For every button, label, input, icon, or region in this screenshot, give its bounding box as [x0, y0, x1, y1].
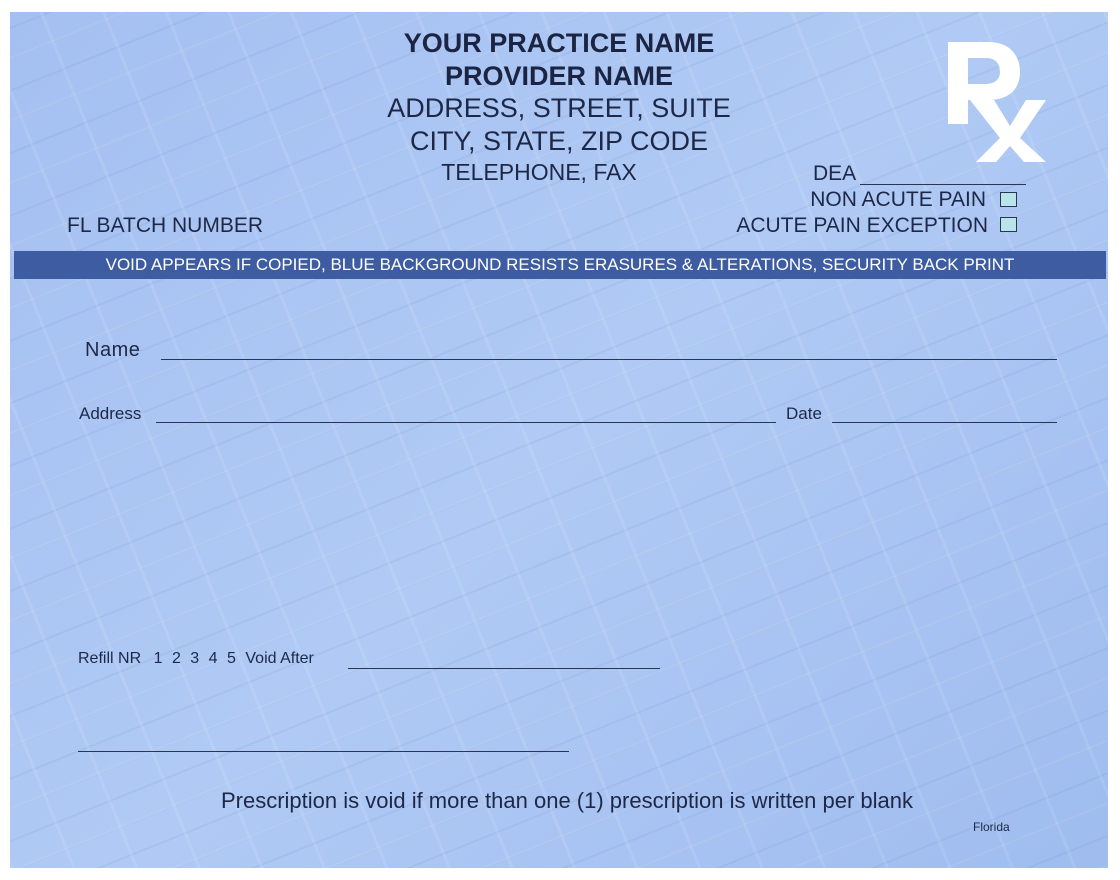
- non-acute-pain-checkbox[interactable]: [1000, 192, 1017, 207]
- signature-field[interactable]: [78, 751, 569, 752]
- void-after-label: Void After: [245, 650, 314, 667]
- acute-pain-exception-checkbox[interactable]: [1000, 217, 1017, 232]
- practice-telephone-fax: TELEPHONE, FAX: [441, 159, 637, 185]
- refill-option-3[interactable]: 3: [190, 650, 200, 667]
- dea-number-field[interactable]: [860, 184, 1026, 185]
- refill-option-2[interactable]: 2: [171, 650, 181, 667]
- address-label: Address: [79, 404, 142, 423]
- security-banner: VOID APPEARS IF COPIED, BLUE BACKGROUND RESISTS ERASURES & ALTERATIONS, SECURITY BACK PRINT: [14, 251, 1106, 279]
- refill-label: Refill NR: [78, 650, 142, 667]
- refill-option-4[interactable]: 4: [208, 650, 218, 667]
- dea-label: DEA: [813, 162, 857, 185]
- fl-batch-number-label: FL BATCH NUMBER: [67, 214, 264, 237]
- name-field[interactable]: [161, 359, 1057, 360]
- address-field[interactable]: [156, 422, 776, 423]
- void-after-field[interactable]: [348, 668, 660, 669]
- name-label: Name: [85, 339, 141, 361]
- practice-city-state-zip: CITY, STATE, ZIP CODE: [409, 126, 709, 156]
- provider-name: PROVIDER NAME: [444, 61, 674, 91]
- date-field[interactable]: [832, 422, 1057, 423]
- practice-address: ADDRESS, STREET, SUITE: [387, 93, 731, 123]
- acute-pain-exception-label: ACUTE PAIN EXCEPTION: [736, 214, 988, 237]
- prescription-pad: [10, 12, 1108, 868]
- void-notice: Prescription is void if more than one (1) prescription is written per blank: [220, 788, 914, 813]
- refill-option-5[interactable]: 5: [227, 650, 236, 667]
- refill-row: [78, 650, 322, 668]
- non-acute-pain-label: NON ACUTE PAIN: [810, 188, 986, 211]
- state-label: Florida: [973, 820, 1010, 834]
- rx-symbol-icon: [940, 34, 1050, 164]
- refill-option-1[interactable]: 1: [153, 650, 163, 667]
- practice-name: YOUR PRACTICE NAME: [403, 28, 715, 58]
- date-label: Date: [786, 404, 822, 423]
